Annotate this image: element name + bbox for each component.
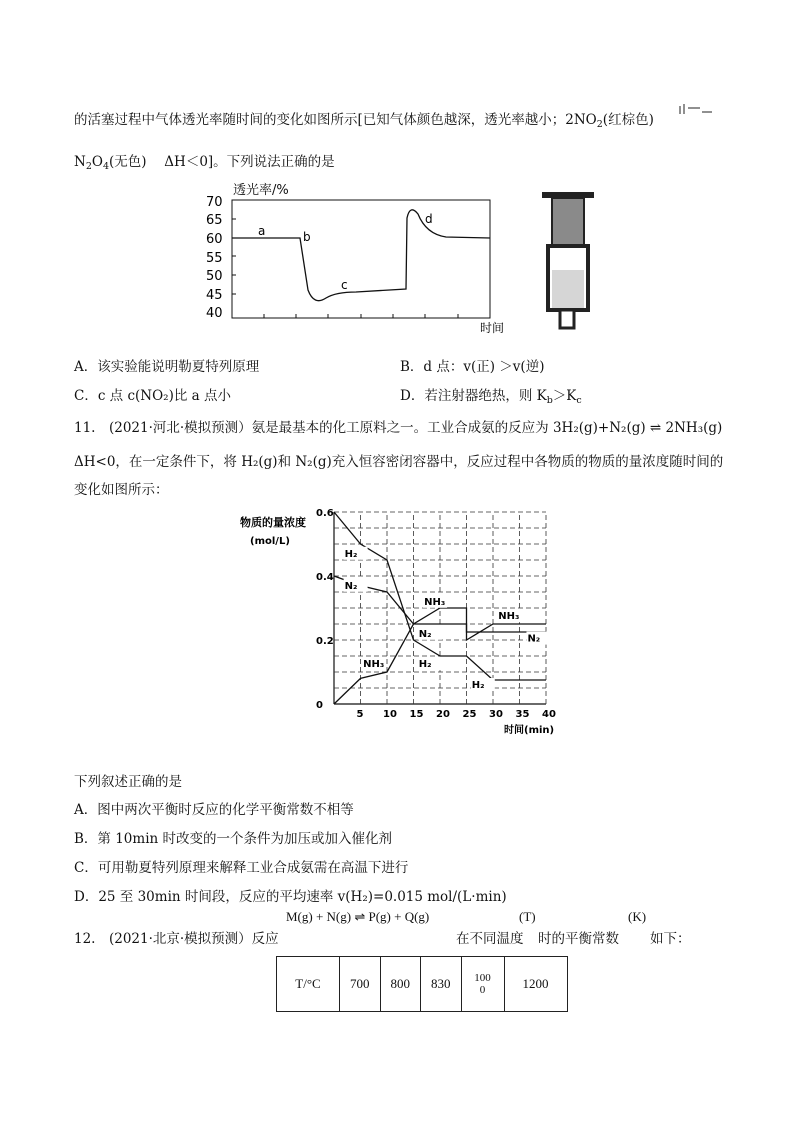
point-d: d <box>425 212 433 226</box>
ytick-45: 45 <box>206 288 223 303</box>
table-cell: 830 <box>421 957 462 1012</box>
table-cell: 100 0 <box>461 957 504 1012</box>
series-label: N₂ <box>527 633 541 645</box>
chart-frame <box>232 200 490 318</box>
conc-xlabel: 时间(min) <box>504 725 555 736</box>
transmittance-curve <box>232 210 490 301</box>
q12-tail: 如下： <box>650 931 691 947</box>
xtick-label: 10 <box>383 709 397 720</box>
xtick-label: 15 <box>409 709 424 720</box>
ytick-label: 0.6 <box>316 508 334 519</box>
series-label: H₂ <box>471 680 485 691</box>
q12-K: (K) <box>628 909 647 924</box>
ytick-50: 50 <box>206 269 223 284</box>
ytick-label: 0 <box>316 700 323 711</box>
concentration-chart <box>236 504 566 739</box>
q11-option-d[interactable]: D．25 至 30min 时间段，反应的平均速率 v(H₂)=0.015 mol/(L·min) <box>74 889 507 905</box>
series-label: H₂ <box>418 659 432 671</box>
xtick-label: 30 <box>489 709 503 720</box>
q11-line1: 11. (2021·河北·模拟预测）氨是最基本的化工原料之一。工业合成氨的反应为 3H₂(g)+N₂(g) ⇌ 2NH₃(g) <box>74 420 723 436</box>
q12-lead: 12. (2021·北京·模拟预测）反应 <box>74 931 279 947</box>
chart-ylabel: 透光率/% <box>233 183 289 198</box>
q12-T: (T) <box>519 909 536 924</box>
equilibrium-arrow-icon <box>676 100 716 118</box>
ytick-55: 55 <box>206 251 223 266</box>
q10-line1: 的活塞过程中气体透光率随时间的变化如图所示[已知气体颜色越深，透光率越小；$2NO_2$(红棕色) <box>74 112 654 130</box>
q10-option-a[interactable]: A．该实验能说明勒夏特列原理 <box>74 359 260 375</box>
point-b: b <box>303 230 311 244</box>
conc-ylabel-1: 物质的量浓度 <box>240 516 306 529</box>
q11-line3: 变化如图所示： <box>74 482 169 498</box>
q10-option-d[interactable]: D．若注射器绝热，则 $K_b>K_c$ <box>400 388 582 406</box>
point-c: c <box>341 278 348 292</box>
series-label: NH₃ <box>363 659 385 671</box>
ytick-65: 65 <box>206 213 223 228</box>
table-row <box>277 957 568 1012</box>
q11-prompt: 下列叙述正确的是 <box>74 774 182 790</box>
q11-line2: ΔH<0，在一定条件下，将 H₂(g)和 N₂(g)充入恒容密闭容器中，反应过程中各物质的物质的量浓度随时间的 <box>74 454 724 470</box>
ytick-60: 60 <box>206 232 223 247</box>
table-cell: T/°C <box>277 957 340 1012</box>
q10-option-c[interactable]: C．c 点 c(NO₂)比 a 点小 <box>74 388 231 404</box>
q12-mid: 在不同温度 <box>456 931 524 947</box>
ytick-40: 40 <box>206 306 223 321</box>
xtick-label: 20 <box>436 709 450 720</box>
chart-xlabel: 时间 <box>480 321 505 335</box>
xtick-label: 5 <box>356 709 364 720</box>
series-label: N₂ <box>344 580 358 592</box>
syringe-illustration <box>540 190 600 332</box>
conc-ylabel-2: (mol/L) <box>250 536 290 547</box>
transmittance-chart <box>196 178 526 338</box>
table-cell: 700 <box>340 957 381 1012</box>
series-label: H₂ <box>344 548 358 560</box>
ytick-70: 70 <box>206 195 223 210</box>
xtick-label: 40 <box>542 709 556 720</box>
q11-option-a[interactable]: A．图中两次平衡时反应的化学平衡常数不相等 <box>74 802 354 818</box>
q12-mid2: 时的平衡常数 <box>538 931 619 947</box>
equilibrium-constant-table <box>276 956 568 1012</box>
q10-line2: $N_2O_4$(无色) ΔH＜0]。下列说法正确的是 <box>74 154 335 172</box>
q11-option-c[interactable]: C．可用勒夏特列原理来解释工业合成氨需在高温下进行 <box>74 860 409 876</box>
series-label: NH₃ <box>424 596 446 608</box>
q12-equation: M(g) + N(g) ⇌ P(g) + Q(g) <box>286 909 430 924</box>
ytick-label: 0.2 <box>316 636 334 647</box>
table-cell: 1200 <box>504 957 567 1012</box>
series-label: NH₃ <box>498 611 520 623</box>
table-cell: 800 <box>380 957 421 1012</box>
xtick-label: 25 <box>462 709 477 720</box>
ytick-label: 0.4 <box>316 572 334 583</box>
xtick-label: 35 <box>515 709 530 720</box>
q11-option-b[interactable]: B．第 10min 时改变的一个条件为加压或加入催化剂 <box>74 831 392 847</box>
point-a: a <box>258 224 266 238</box>
q10-option-b[interactable]: B．d 点：v(正) ＞v(逆) <box>400 359 545 375</box>
series-label: N₂ <box>418 628 432 640</box>
